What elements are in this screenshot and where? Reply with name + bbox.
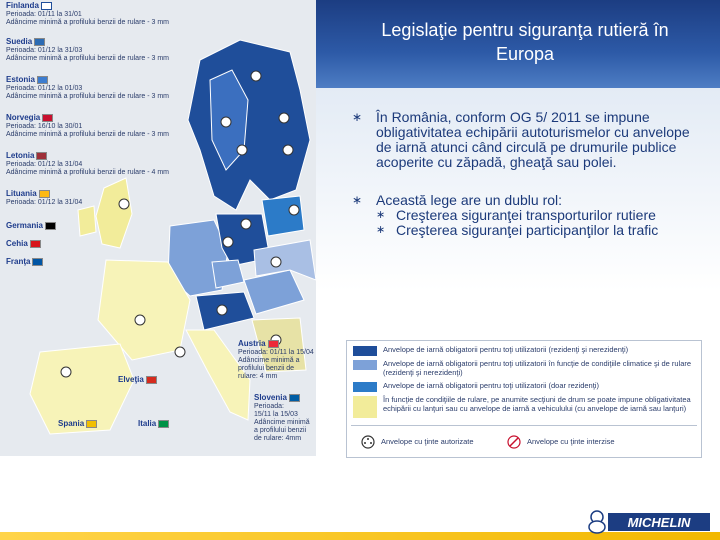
bibendum-icon <box>586 510 712 534</box>
legend-row <box>351 395 697 419</box>
legend-row <box>351 345 697 357</box>
label-elvetia: Elveţia <box>118 376 157 385</box>
label-finlanda: Finlanda Perioada: 01/11 la 31/01 Adâncime minimă a profilului benzii de rulare - 3 mm <box>6 1 170 26</box>
bullet-text: În România, conform OG 5/ 2011 se impune obligativitatea echipării autoturismelor cu anvelope de iarnă atunci când circulă pe drumurile publice acoperite cu zăpadă, gheaţă sau polei. <box>376 109 690 170</box>
legend-text: Anvelope de iarnă obligatorii pentru toţi utilizatorii (doar rezidenţi) <box>383 381 599 390</box>
legend-row <box>351 359 697 379</box>
legend-text: Anvelope de iarnă obligatorii pentru toţi utilizatorii (rezidenţi şi nerezidenţi) <box>383 345 629 354</box>
map-legend <box>346 340 702 458</box>
studs-allowed-icon <box>361 435 375 449</box>
label-germania: Germania <box>6 222 56 231</box>
legend-row <box>351 381 697 393</box>
legend-text: Anvelope de iarnă obligatorii pentru toţi utilizatorii în funcţie de condiţiile climatice şi de rulare (rezidenţi şi nerezidenţi) <box>383 359 692 377</box>
label-estonia: Estonia Perioada: 01/12 la 01/03 Adâncime minimă a profilului benzii de rulare - 3 mm <box>6 75 170 100</box>
michelin-logo <box>586 510 712 534</box>
label-norvegia: Norvegia Perioada: 16/10 la 30/01 Adâncime minimă a profilului benzii de rulare - 3 mm <box>6 113 170 138</box>
legend-studs-forbidden <box>507 435 677 449</box>
europe-map-panel <box>0 0 316 456</box>
label-lituania: Lituania Perioada: 01/12 la 31/04 <box>6 189 83 206</box>
legend-text: Anvelope cu ţinte autorizate <box>381 437 474 446</box>
label-letonia: Letonia Perioada: 01/12 la 31/04 Adâncime minimă a profilului benzii de rulare - 4 mm <box>6 151 170 176</box>
bullet-text: Această lege are un dublu rol: <box>376 192 563 208</box>
sub-bullet-text: Creşterea siguranţei transporturilor rutiere <box>396 207 656 223</box>
sub-bullet-item <box>352 223 692 238</box>
bullet-list <box>352 110 692 238</box>
legend-studs-allowed <box>361 435 511 449</box>
studs-forbidden-icon <box>507 435 521 449</box>
label-slovenia: Slovenia Perioada: 15/11 la 15/03 Adâncime minimă a profilului benzii de rulare: 4mm <box>254 393 310 442</box>
bullet-marker: ∗ <box>376 224 386 236</box>
legend-text: În funcţie de condiţiile de rulare, pe anumite secţiuni de drum se poate impune obligativitatea echipării cu lanţuri sau cu anvelope de iarnă a vehiculului (cu anvelope de iarnă sau lanţuri) <box>383 395 691 413</box>
label-cehia: Cehia <box>6 240 41 249</box>
label-austria: Austria Perioada: 01/11 la 15/04 Adâncime minimă a profilului benzii de rulare: 4 mm <box>238 339 314 380</box>
label-suedia: Suedia Perioada: 01/12 la 31/03 Adâncime minimă a profilului benzii de rulare - 3 mm <box>6 37 170 62</box>
brand-wordmark: MICHELIN <box>627 515 691 530</box>
label-spania: Spania <box>58 420 97 429</box>
slide-title: Legislaţie pentru siguranţa rutieră în Europa <box>381 20 669 64</box>
bullet-item <box>352 110 692 170</box>
legend-swatch <box>353 396 377 418</box>
legend-divider <box>351 425 697 426</box>
bullet-marker: ∗ <box>352 193 363 207</box>
sub-bullet-item <box>352 208 692 223</box>
legend-text: Anvelope cu ţinte interzise <box>527 437 615 446</box>
ireland-region <box>78 206 96 236</box>
baltic-region <box>262 196 304 236</box>
bullet-marker: ∗ <box>352 110 363 124</box>
bullet-marker: ∗ <box>376 209 386 221</box>
label-italia: Italia <box>138 420 169 429</box>
bullet-item <box>352 193 692 208</box>
sub-bullet-text: Creşterea siguranţei participanţilor la trafic <box>396 222 659 238</box>
label-franta: Franţa <box>6 258 43 267</box>
legend-swatch <box>353 346 377 356</box>
legend-swatch <box>353 382 377 392</box>
legend-swatch <box>353 360 377 370</box>
